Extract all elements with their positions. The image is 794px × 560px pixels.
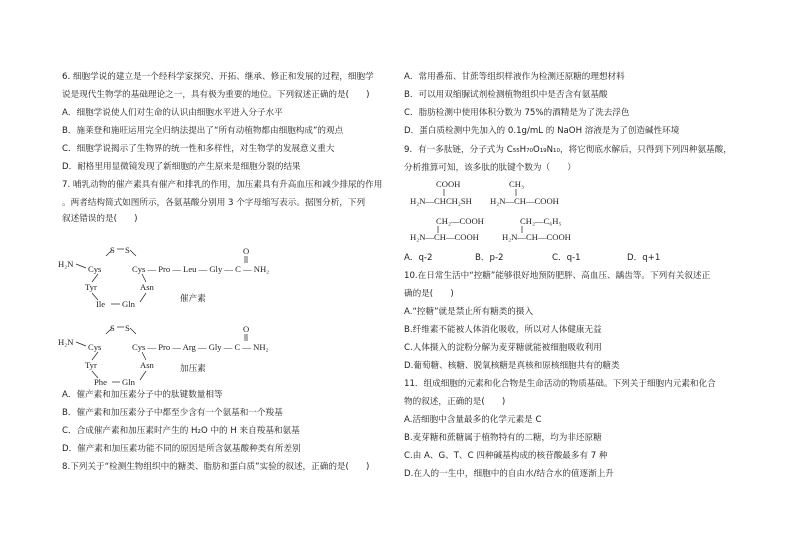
- q10-option-d: D.葡萄糖、核糖、脱氧核糖是真核和原核细胞共有的糖类: [404, 361, 620, 371]
- q9-option-d: D．q+1: [627, 253, 661, 263]
- q9-stem-line-2: 分析推算可知，该多肽的肽键个数为（ ）: [404, 163, 576, 173]
- tyr-residue: Tyr: [85, 282, 97, 292]
- q7-stem-line-1: 7. 哺乳动物的催产素具有催产和排乳的作用，加压素具有升高血压和减少排尿的作用: [62, 180, 383, 190]
- q11-stem-line-1: 11．组成细胞的元素和化合物是生命活动的物质基础。下列关于细胞内元素和化合: [404, 379, 716, 389]
- q9-option-a: A．q-2: [404, 253, 433, 263]
- q9-option-b: B．p-2: [475, 253, 504, 263]
- q11-option-d: D.在人的一生中，细胞中的自由水/结合水的值逐渐上升: [404, 469, 614, 479]
- q7-option-a: A．催产素和加压素分子中的肽键数量相等: [62, 390, 223, 400]
- q7-stem-line-2: 。两者结构简式如图所示，各氨基酸分别用 3 个字母缩写表示。据图分析，下列: [62, 198, 366, 208]
- tyr-residue: Tyr: [85, 360, 97, 370]
- q11-option-a: A.活细胞中含量最多的化学元素是 C: [404, 415, 542, 425]
- q8-stem: 8.下列关于“检测生物组织中的糖类、脂肪和蛋白质”实验的叙述，正确的是( ): [62, 462, 370, 472]
- q11-stem-line-2: 物的叙述，正确的是( ): [404, 397, 506, 407]
- q10-option-c: C.人体摄入的淀粉分解为麦芽糖就能被细胞吸收利用: [404, 343, 602, 353]
- oxytocin-label: 催产素: [180, 294, 206, 304]
- q10-option-a: A.“控糖”就是禁止所有糖类的摄入: [404, 307, 534, 317]
- q6-stem-line-2: 说是现代生物学的基础理论之一，具有极为重要的地位。下列叙述正确的是( ): [62, 90, 370, 100]
- gln-residue: Gln: [122, 299, 135, 309]
- q6-option-c: C．细胞学说揭示了生物界的统一性和多样性，对生物学的发展意义重大: [62, 144, 335, 154]
- q10-stem-line-2: 确的是( ): [404, 289, 454, 299]
- cys-left: Cys: [88, 342, 102, 352]
- sulfur-2: S: [125, 245, 130, 255]
- phe-residue: Phe: [94, 377, 107, 387]
- amino-terminus: H₂N: [58, 337, 74, 347]
- q6-option-d: D．耐格里用显微镜发现了新细胞的产生原来是细胞分裂的结果: [62, 162, 301, 172]
- q10-stem-line-1: 10.在日常生活中“控糖”能够很好地预防肥胖、高血压、龋齿等。下列有关叙述正: [404, 271, 711, 281]
- amino-terminus: H₂N: [58, 259, 74, 269]
- chain-oxytocin: Cys — Pro — Leu — Gly — C — NH₂: [132, 264, 270, 274]
- carbonyl-oxygen: O: [243, 324, 250, 334]
- cys-left: Cys: [88, 264, 102, 274]
- asn-residue: Asn: [140, 282, 154, 292]
- chain-vasopressin: Cys — Pro — Arg — Gly — C — NH₂: [132, 342, 269, 352]
- q7-option-b: B．催产素和加压素分子中都至少含有一个氨基和一个羧基: [62, 408, 283, 418]
- q9-option-c: C．q-1: [552, 253, 581, 263]
- q8-option-c: C．脂肪检测中使用体积分数为 75%的酒精是为了洗去浮色: [404, 108, 630, 118]
- q9-stem-line-1: 9．有一多肽链，分子式为 C₅₅H₇₀O₁₉N₁₀，将它彻底水解后，只得到下列四种氨基酸，: [404, 145, 732, 155]
- aa2-ch3: CH₃: [509, 179, 524, 189]
- q8-option-b: B．可以用双缩脲试剂检测植物组织中是否含有氨基酸: [404, 90, 608, 100]
- q11-option-b: B.麦芽糖和蔗糖属于植物特有的二糖，均为非还原糖: [404, 433, 602, 443]
- q7-option-c: C．合成催产素和加压素时产生的 H₂O 中的 H 来自羧基和氨基: [62, 426, 300, 436]
- aa2-alanine: H₂N—CH—COOH: [490, 196, 559, 206]
- q7-stem-line-3: 叙述错误的是( ): [62, 214, 138, 224]
- q8-option-a: A．常用番茄、甘蔗等组织样液作为检测还原糖的理想材料: [404, 72, 625, 82]
- gln-residue: Gln: [122, 377, 135, 387]
- aa1-cysteine: H₂N—CHCH₂SH: [410, 196, 472, 206]
- vasopressin-structure: [50, 318, 350, 390]
- sulfur-2: S: [125, 323, 130, 333]
- aa4-side-chain: CH₂—C₆H₅: [520, 216, 562, 226]
- aa4-phenylalanine: H₂N—CH—COOH: [502, 232, 571, 242]
- asn-residue: Asn: [140, 360, 154, 370]
- q6-option-b: B．施莱登和施旺运用完全归纳法提出了“所有动植物都由细胞构成”的观点: [62, 126, 344, 136]
- ile-residue: Ile: [96, 299, 106, 309]
- q10-option-b: B.纤维素不能被人体消化吸收，所以对人体健康无益: [404, 325, 602, 335]
- q7-option-d: D．催产素和加压素功能不同的原因是所含氨基酸种类有所差别: [62, 444, 301, 454]
- q8-option-d: D．蛋白质检测中先加入的 0.1g/mL 的 NaOH 溶液是为了创造碱性环境: [404, 126, 680, 136]
- q6-stem-line-1: 6. 细胞学说的建立是一个经科学家探究、开拓、继承、修正和发展的过程，细胞学: [62, 72, 374, 82]
- aa3-side-chain: CH₂—COOH: [436, 216, 484, 226]
- vasopressin-label: 加压素: [180, 364, 206, 374]
- amino-acids-figure: [404, 178, 614, 248]
- sulfur-1: S: [110, 245, 115, 255]
- q11-option-c: C.由 A、G、T、C 四种碱基构成的核苷酸最多有 7 种: [404, 451, 608, 461]
- sulfur-1: S: [110, 323, 115, 333]
- aa3-aspartate: H₂N—CH—COOH: [410, 232, 479, 242]
- q6-option-a: A．细胞学说使人们对生命的认识由细胞水平进入分子水平: [62, 108, 283, 118]
- aa1-cooh: COOH: [436, 179, 461, 189]
- carbonyl-oxygen: O: [243, 246, 250, 256]
